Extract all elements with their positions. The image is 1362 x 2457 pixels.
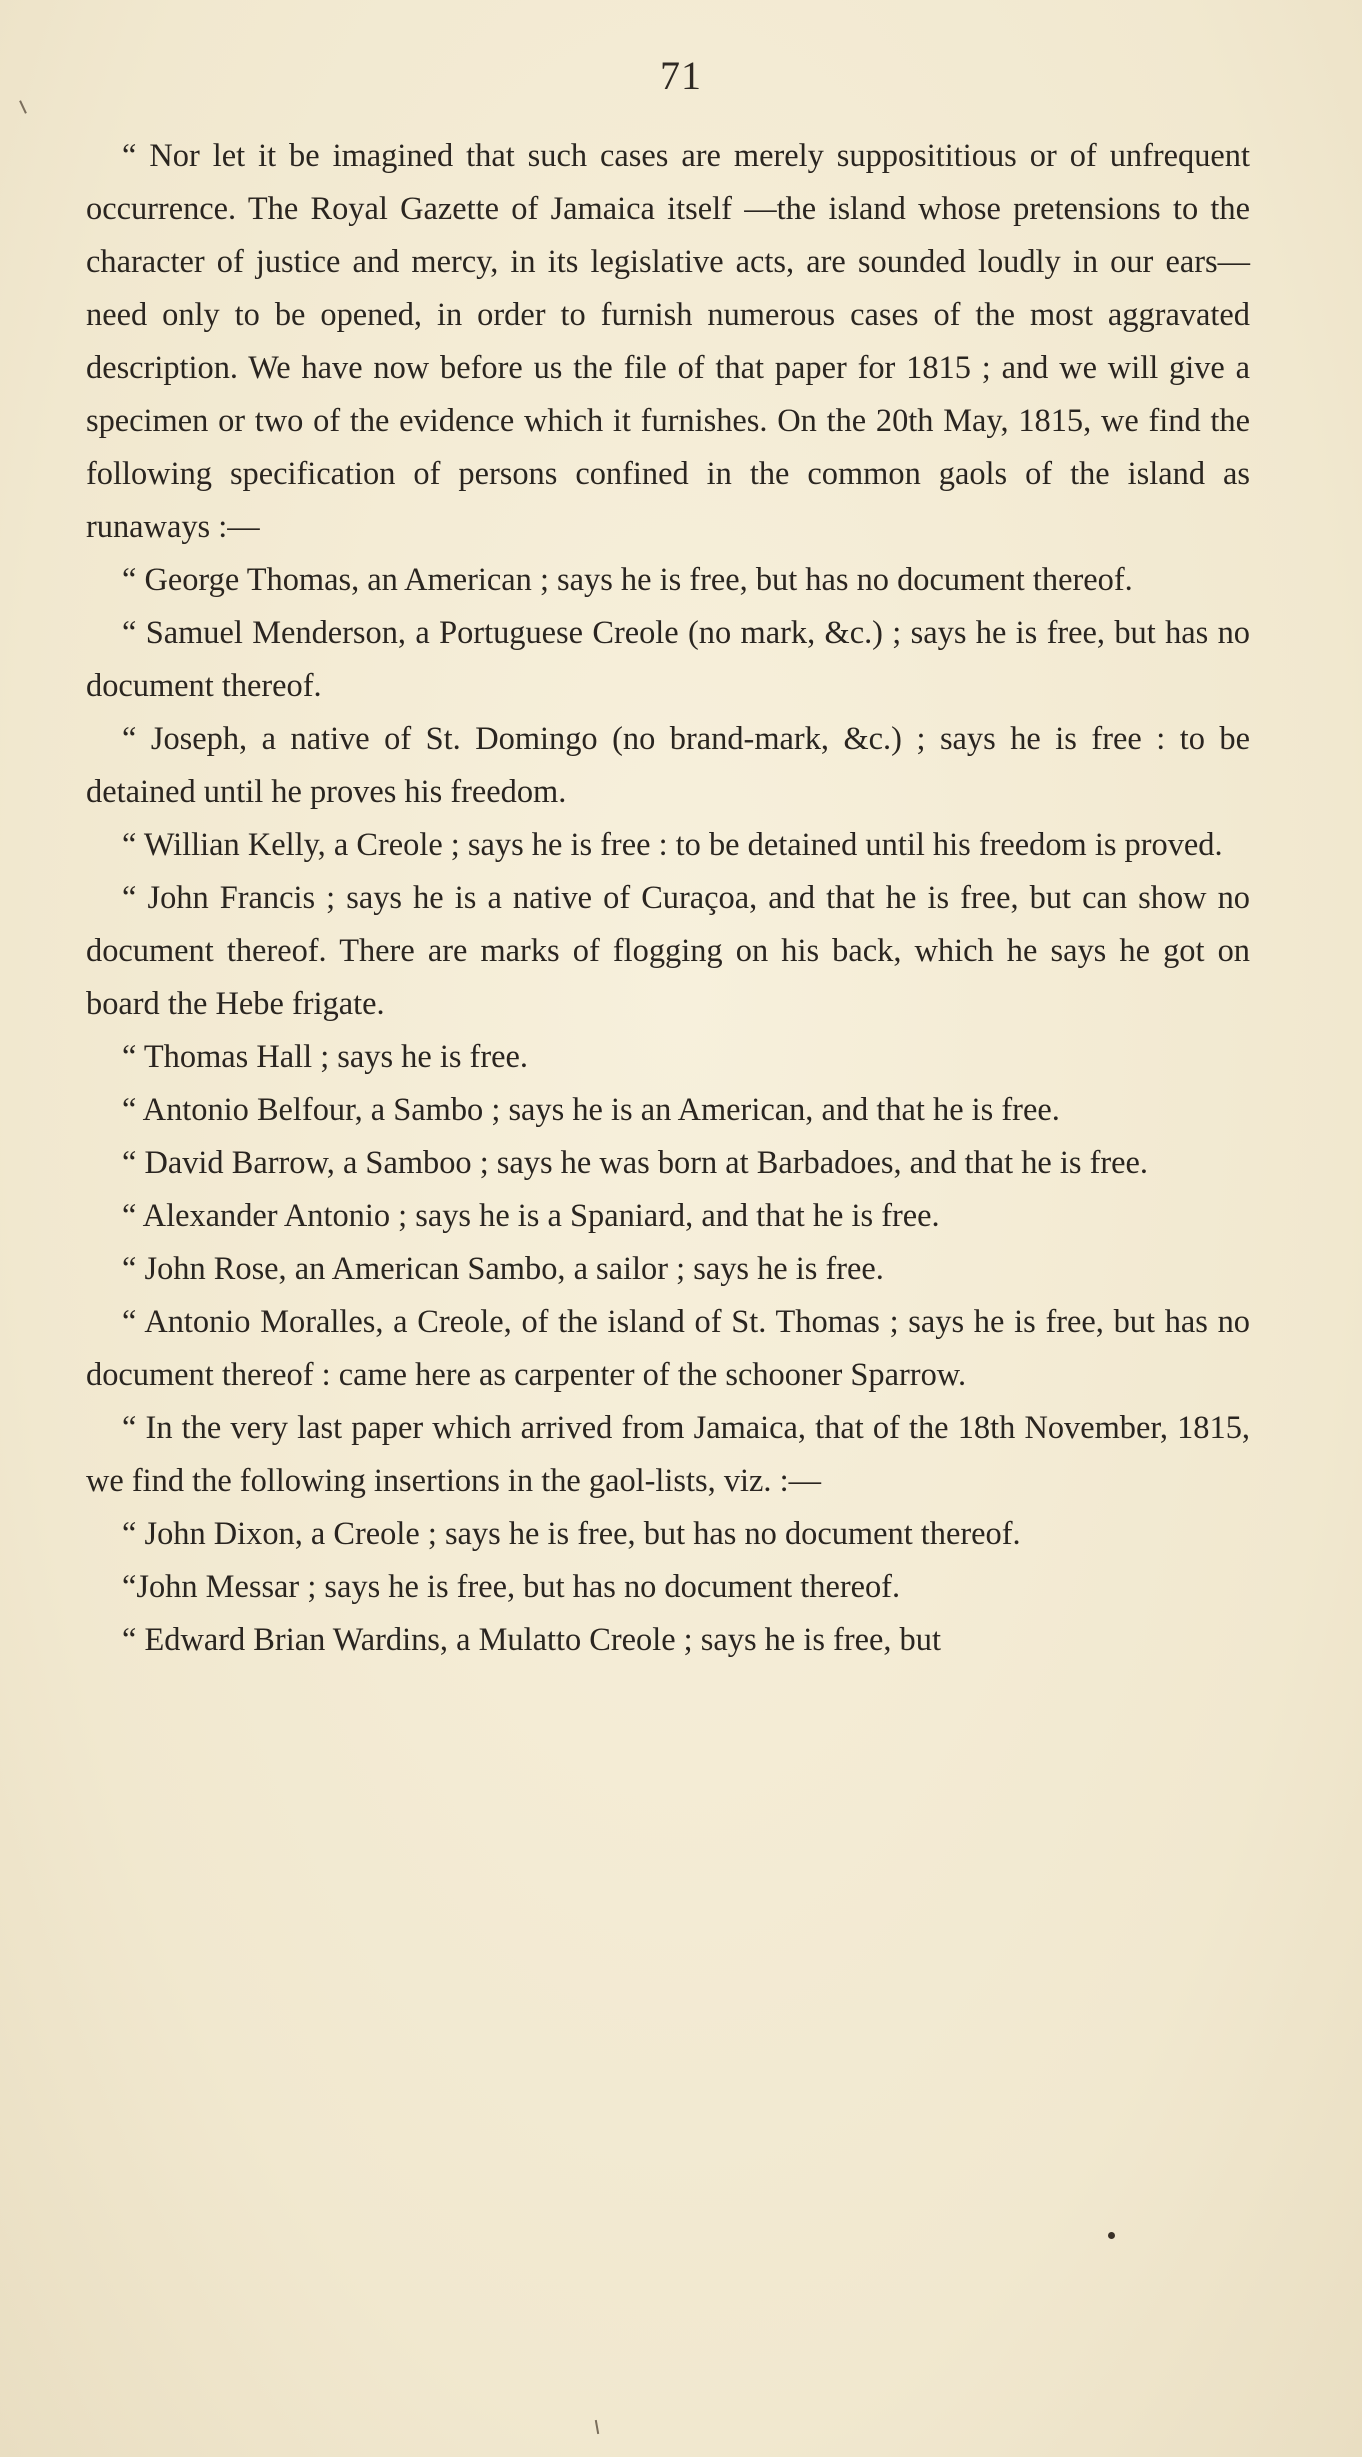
entry-john-francis: “ John Francis ; says he is a native of Curaçoa, and that he is free, but can show no document thereof. There are marks of flogging on his back, which he says he got on board the Hebe frigate. xyxy=(86,880,1250,1022)
entry-alexander-antonio: “ Alexander Antonio ; says he is a Spaniard, and that he is free. xyxy=(122,1198,940,1234)
entry-john-rose: “ John Rose, an American Sambo, a sailor ; says he is free. xyxy=(122,1251,884,1287)
page-number: 71 xyxy=(660,53,702,98)
paper-edge-mark xyxy=(595,2420,599,2434)
entry-john-dixon: “ John Dixon, a Creole ; says he is free, but has no document thereof. xyxy=(122,1516,1021,1552)
ink-speck xyxy=(1108,2232,1115,2239)
entry-joseph: “ Joseph, a native of St. Domingo (no brand-mark, &c.) ; says he is free : to be detained until he proves his freedom. xyxy=(86,721,1250,810)
entry-samuel-menderson: “ Samuel Menderson, a Portuguese Creole (no mark, &c.) ; says he is free, but has no document thereof. xyxy=(86,615,1250,704)
entry-edward-brian-wardins: “ Edward Brian Wardins, a Mulatto Creole ; says he is free, but xyxy=(122,1622,941,1658)
entry-antonio-belfour: “ Antonio Belfour, a Sambo ; says he is an American, and that he is free. xyxy=(122,1092,1060,1128)
entry-willian-kelly: “ Willian Kelly, a Creole ; says he is free : to be detained until his freedom is proved. xyxy=(122,827,1223,863)
entry-george-thomas: “ George Thomas, an American ; says he is free, but has no document thereof. xyxy=(122,562,1133,598)
paragraph-november-gaol-lists: “ In the very last paper which arrived from Jamaica, that of the 18th November, 1815, we find the following insertions in the gaol-lists, viz. :— xyxy=(86,1410,1250,1499)
paragraph-intro: “ Nor let it be imagined that such cases are merely supposititious or of unfrequent occurrence. The Royal Gazette of Jamaica itself —the island whose pretensions to the character of justice and mercy, in its legislative acts, are sounded loudly in our ears—need only to be opened, in order to furnish numerous cases of the most aggravated description. We have now before us the file of that paper for 1815 ; and we will give a specimen or two of the evidence which it furnishes. On the 20th May, 1815, we find the following specification of persons confined in the common gaols of the island as runaways :— xyxy=(86,138,1250,545)
entry-david-barrow: “ David Barrow, a Samboo ; says he was born at Barbadoes, and that he is free. xyxy=(122,1145,1148,1181)
entry-thomas-hall: “ Thomas Hall ; says he is free. xyxy=(122,1039,528,1075)
entry-john-messar: “John Messar ; says he is free, but has no document thereof. xyxy=(122,1569,901,1605)
entry-antonio-moralles: “ Antonio Moralles, a Creole, of the island of St. Thomas ; says he is free, but has no document thereof : came here as carpenter of the schooner Sparrow. xyxy=(86,1304,1250,1393)
body-text xyxy=(86,130,1250,1667)
